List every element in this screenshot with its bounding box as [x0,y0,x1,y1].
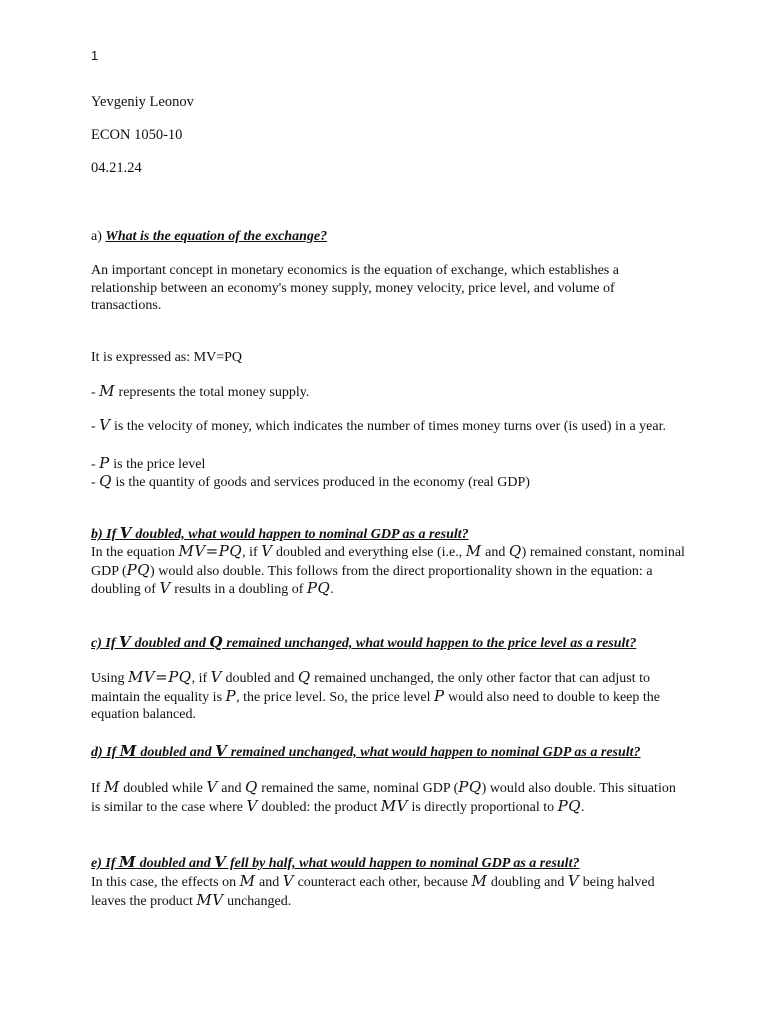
variable-symbol: M [465,542,482,560]
variable-symbol: M [471,872,488,890]
variable-symbol: V [282,872,295,890]
answer-c [91,669,686,724]
variable-symbol: Q [244,778,258,796]
equation-statement: It is expressed as: MV=PQ [91,350,242,365]
variable-symbol: V [206,778,218,796]
question-b [91,525,686,544]
variable-symbol: V [210,668,223,686]
answer-text: doubled and everything else (i.e., [272,545,466,560]
answer-text: remained the same, nominal GDP ( [257,781,459,796]
variable-item-q [91,473,686,492]
question-text: remained unchanged, what would happen to the price level as a result? [222,636,637,651]
answer-text: would also need to double to keep the equation balanced. [91,689,660,722]
question-text: fell by half, what would happen to nominal GDP as a result? [226,856,580,871]
variable-symbol: PQ [458,778,482,796]
variable-item-m [91,383,686,402]
variable-symbol: M [119,853,137,871]
variable-symbol: V [215,742,228,760]
variable-symbol: V [567,872,580,890]
item-text: is the quantity of goods and services produced in the economy (real GDP) [111,475,530,490]
question-text: d) If [91,745,120,760]
variable-symbol: Q [508,542,522,560]
variable-symbol: Q [297,668,311,686]
item-dash: - [91,475,100,490]
variable-item-p [91,455,686,474]
variable-symbol: V [261,542,273,560]
answer-text: Using [91,671,128,686]
answer-text: If [91,781,104,796]
variable-symbol: M [99,382,116,400]
answer-text: , if [191,671,211,686]
question-text: b) If [91,527,120,542]
variable-symbol: V [159,579,171,597]
variable-symbol: V [119,633,132,651]
item-dash: - [91,385,100,400]
item-dash: - [91,457,100,472]
question-text: doubled and [136,856,215,871]
variable-symbol: PQ [306,579,331,597]
answer-text: ) remained constant, nominal GDP ( [91,545,685,579]
variable-symbol: P [99,454,110,472]
variable-symbol: MV [196,890,224,909]
answer-text: , if [242,545,262,560]
question-text: doubled and [131,636,210,651]
date: 04.21.24 [91,160,142,176]
answer-d [91,779,686,816]
variable-symbol: Q [209,633,223,651]
item-dash: - [91,419,100,434]
answer-b [91,543,686,599]
question-text: c) If [91,636,119,651]
page-number: 1 [91,48,99,63]
answer-text: doubling and [487,875,568,890]
variable-symbol: V [99,416,111,434]
variable-symbol: MV [380,796,408,815]
answer-text: In this case, the effects on [91,875,240,890]
answer-text: ) would also double. This follows from the direct proportionality shown in the equation: a doubling of [91,563,653,597]
item-text: is the velocity of money, which indicates the number of times money turns over (is used) in a year. [110,419,666,434]
variable-symbol: M [239,872,256,890]
answer-text: counteract each other, because [294,875,472,890]
answer-text: doubled and [222,671,298,686]
variable-item-v [91,417,686,436]
answer-text: , the price level. So, the price level [236,689,434,705]
section-a-intro: An important concept in monetary economics is the equation of exchange, which establishes a relationship between an economy's money supply, money velocity, price level, and volume of transactions. [91,263,619,313]
variable-symbol: PQ [126,560,151,579]
question-a-text: What is the equation of the exchange? [105,229,328,244]
answer-text: and [255,875,283,890]
question-e [91,854,686,873]
question-text: doubled, what would happen to nominal GDP as a result? [131,527,469,542]
answer-text: doubled: the product [257,799,381,815]
answer-text: results in a doubling of [170,582,307,597]
answer-text: In the equation [91,545,179,560]
answer-text: . [330,582,334,597]
question-c [91,634,686,653]
variable-symbol: P [225,686,237,705]
variable-symbol: M [103,778,120,796]
question-text: remained unchanged, what would happen to nominal GDP as a result? [227,745,641,760]
author-name: Yevgeniy Leonov [91,94,194,110]
answer-e [91,873,686,910]
variable-symbol: V [119,524,132,542]
answer-text: unchanged. [223,893,292,909]
variable-symbol: Q [99,472,112,490]
question-d [91,743,686,762]
equation-inline: MV=PQ [178,542,243,560]
variable-symbol: V [246,796,258,815]
answer-text: remained unchanged, the only other factor that can adjust to maintain the equality is [91,671,651,705]
question-a-prefix: a) [91,229,106,244]
answer-text: doubled while [119,781,207,796]
variable-symbol: M [119,742,137,760]
course-code: ECON 1050-10 [91,127,183,143]
question-text: doubled and [136,745,216,760]
question-text: e) If [91,856,119,871]
item-text: is the price level [109,457,206,472]
answer-text: . [581,799,585,815]
variable-symbol: P [434,686,445,705]
answer-text: being halved leaves the product [91,875,655,909]
answer-text: is directly proportional to [407,799,558,815]
answer-text: and [481,545,509,560]
variable-symbol: PQ [557,796,582,815]
item-text: represents the total money supply. [115,385,310,400]
variable-symbol: V [214,853,227,871]
equation-inline: MV=PQ [127,668,192,686]
question-a [91,228,686,246]
answer-text: and [217,781,245,796]
answer-text: ) would also double. This situation is similar to the case where [91,781,676,815]
